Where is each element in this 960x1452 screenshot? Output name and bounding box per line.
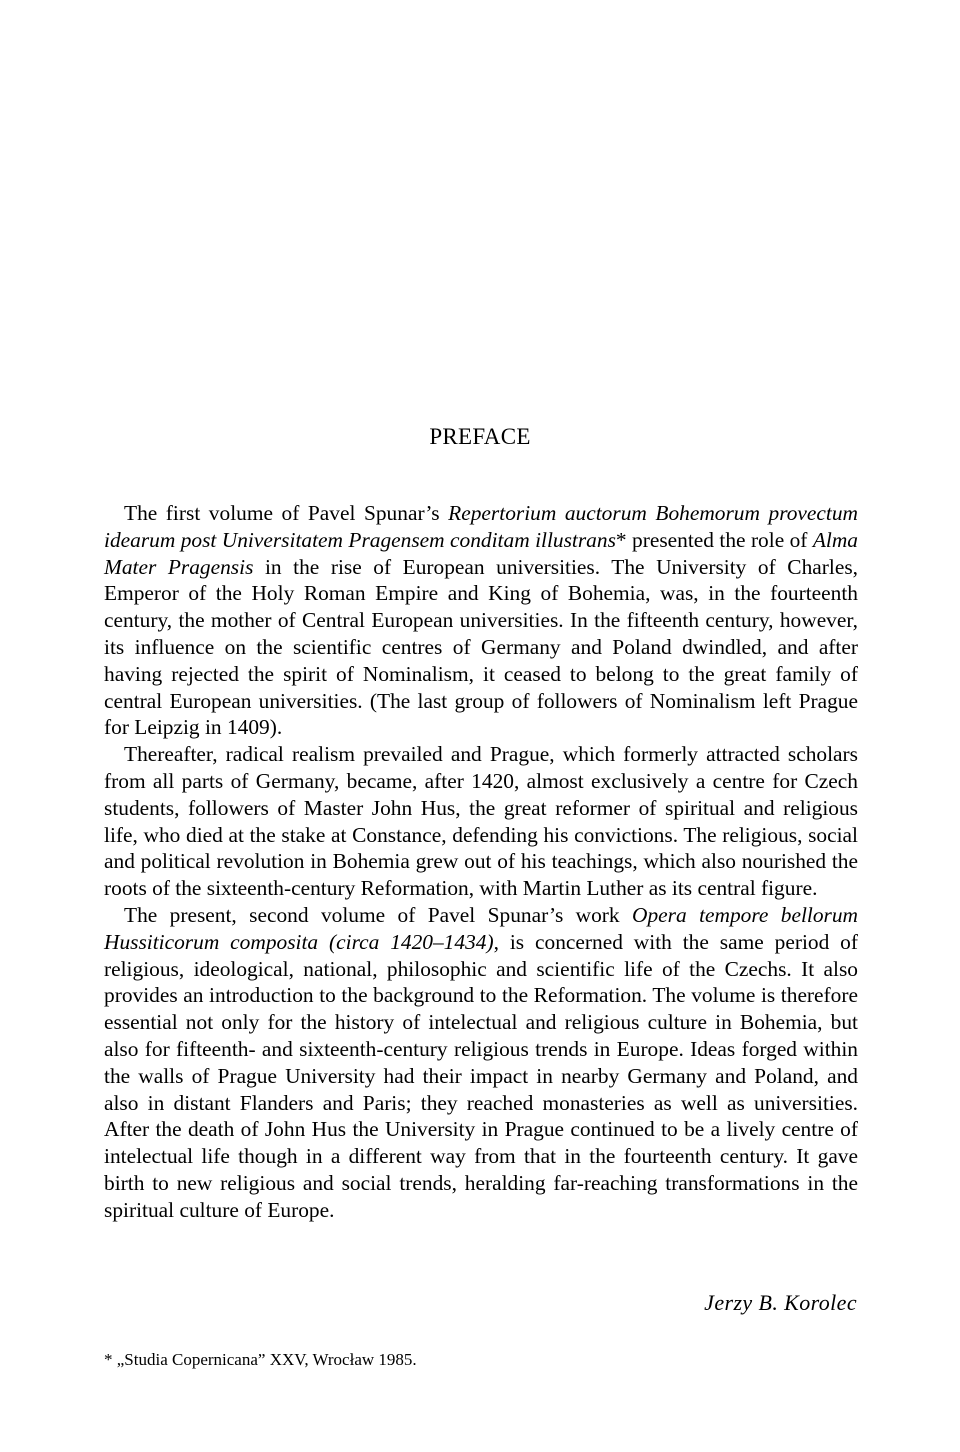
paragraph-3 [104, 902, 858, 1224]
paragraph-1-italic-title: Repertorium auctorum Bohemorum provectum idearum post Universitatem Pragensem conditam illustrans [104, 501, 858, 552]
page-title: PREFACE [429, 424, 531, 449]
paragraph-2: Thereafter, radical realism prevailed and Prague, which formerly attracted scholars from all parts of Germany, became, after 1420, almost exclusively a centre for Czech students, followers of Master John Hus, the great reformer of spiritual and religious life, who died at the stake at Constance, defending his convictions. The religious, social and political revolution in Bohemia grew out of his teachings, which also nourished the roots of the sixteenth-century Reformation, with Martin Luther as its central figure. [104, 742, 858, 901]
author-signature: Jerzy B. Korolec [704, 1290, 857, 1315]
paragraph-1-text-c: in the rise of European universities. The University of Charles, Emperor of the Holy Roman Empire and King of Bohemia, was, in the fourteenth century, the mother of Central European universities. In the fifteenth century, however, its influence on the scientific centres of Germany and Poland dwindled, and after having rejected the spirit of Nominalism, it ceased to belong to the great family of central European universities. (The last group of followers of Nominalism left Prague for Leipzig in 1409). [104, 554, 858, 740]
footnote: * „Studia Copernicana” XXV, Wrocław 1985. [104, 1350, 417, 1369]
paragraph-1-text-a: The first volume of Pavel Spunar’s [124, 501, 449, 525]
paragraph-3-text-b: , is concerned with the same period of religious, ideological, national, philosophic and scientific life of the Czechs. It also provides an introduction to the background to the Reformation. The volume is therefore essential not only for the history of intelectual and religious culture in Bohemia, but also for fifteenth- and sixteenth-century religious trends in Europe. Ideas forged within the walls of Prague University had their impact in nearby Germany and Poland, and also in distant Flanders and Paris; they reached monasteries as well as universities. After the death of John Hus the University in Prague continued to be a lively centre of intelectual life though in a different way from that in the fourteenth century. It gave birth to new religious and social trends, heralding far-reaching transformations in the spiritual culture of Europe. [104, 929, 858, 1222]
paragraph-1-text-b: * presented the role of [615, 527, 813, 552]
paragraph-3-italic-title: Opera tempore bellorum Hussiticorum composita (circa 1420–1434) [104, 902, 859, 954]
paragraph-1 [104, 500, 858, 741]
paragraph-1-italic-alma-mater: Alma Mater Pragensis [104, 527, 858, 579]
paragraph-3-text-a: The present, second volume of Pavel Spunar’s work [124, 902, 633, 927]
preface-body [104, 500, 858, 1224]
